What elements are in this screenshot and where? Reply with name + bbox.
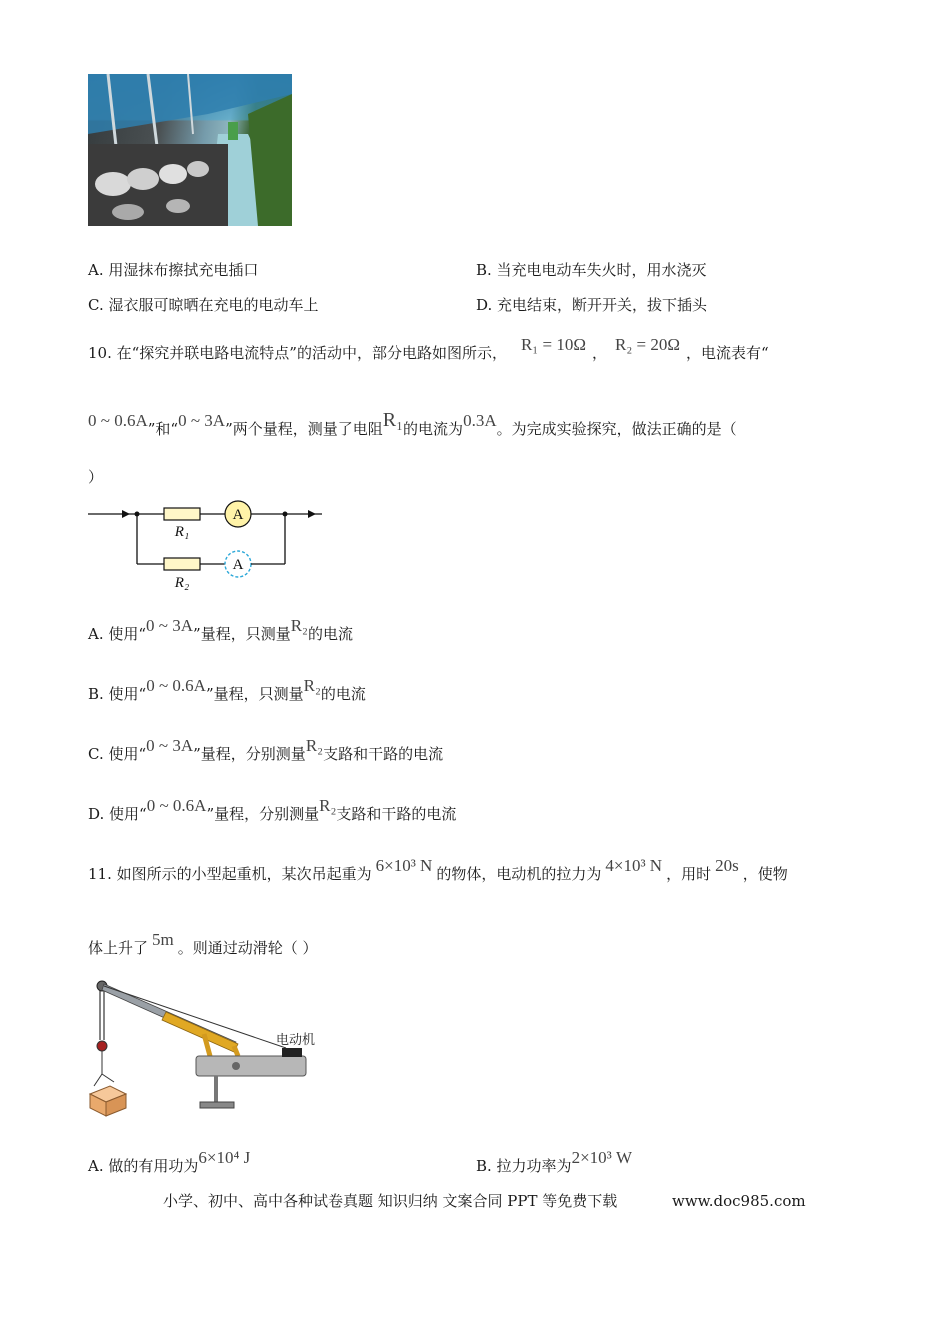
q10-parallel-circuit-diagram bbox=[86, 496, 326, 594]
q10-stem-line1 bbox=[88, 335, 769, 363]
motor-label: 电动机 bbox=[276, 1033, 316, 1048]
q10-stem-text: 。为完成实验探究，做法正确的是（ bbox=[496, 420, 737, 438]
current-arrow-out bbox=[308, 510, 316, 518]
q11-weight: 6×10³ N bbox=[375, 856, 433, 875]
q10-comma: ， bbox=[591, 344, 607, 362]
crane-boom-yellow bbox=[162, 1012, 238, 1052]
q9-option-b: B. 当充电电动车失火时，用水浇灭 bbox=[476, 261, 707, 279]
resistor-r1 bbox=[164, 508, 200, 520]
q11-option-b bbox=[476, 1148, 633, 1176]
q10-option-a bbox=[88, 616, 353, 644]
ammeter-branch-label: A bbox=[232, 557, 244, 573]
movable-pulley bbox=[97, 1041, 107, 1051]
q11-force: 4×10³ N bbox=[605, 856, 663, 875]
q10-stem-end: ） bbox=[88, 468, 104, 486]
q11-stem-line1 bbox=[88, 856, 788, 884]
q10-current-value: 0.3A bbox=[463, 411, 497, 430]
option-prefix: D. 使用“ bbox=[88, 805, 147, 823]
option-range: 0 ~ 0.6A bbox=[146, 676, 206, 695]
q11-option-a bbox=[88, 1148, 251, 1176]
q10-stem-text: ，电流表有“ bbox=[685, 344, 769, 362]
ebike-photo-illustration bbox=[88, 74, 292, 226]
q11-stem-text: 体上升了 bbox=[88, 939, 149, 957]
q10-stem-text: 10. 在“探究并联电路电流特点”的活动中，部分电路如图所示， bbox=[88, 344, 507, 362]
q9-option-d: D. 充电结束，断开开关，拔下插头 bbox=[476, 296, 708, 314]
q10-option-b bbox=[88, 676, 366, 704]
option-resistor: R₂ bbox=[319, 796, 337, 815]
option-mid: ”量程，只测量 bbox=[193, 625, 291, 643]
option-mid: ”量程，分别测量 bbox=[193, 745, 306, 763]
option-value: 2×10³ W bbox=[571, 1148, 633, 1167]
q11-stem-text: ，用时 bbox=[666, 865, 712, 883]
option-resistor: R₂ bbox=[290, 616, 308, 635]
r2-label: R₂ bbox=[174, 575, 190, 591]
q11-stem-line2 bbox=[88, 930, 318, 958]
option-suffix: 的电流 bbox=[320, 685, 366, 703]
q10-r2-equation: R₂ = 20Ω bbox=[614, 335, 680, 354]
q10-range-large: 0 ~ 3A bbox=[178, 411, 226, 430]
q11-crane-diagram bbox=[86, 978, 326, 1118]
option-resistor: R₂ bbox=[305, 736, 324, 755]
option-suffix: 支路和干路的电流 bbox=[336, 805, 457, 823]
option-suffix: 的电流 bbox=[307, 625, 353, 643]
q10-r1-symbol: R₁ bbox=[382, 409, 404, 431]
footer-url[interactable]: www.doc985.com bbox=[672, 1192, 806, 1210]
q11-stem-text: 的物体，电动机的拉力为 bbox=[436, 865, 602, 883]
q10-option-c bbox=[88, 736, 444, 764]
q11-stem-text: ，使物 bbox=[742, 865, 788, 883]
q9-option-a: A. 用湿抹布擦拭充电插口 bbox=[88, 261, 259, 279]
q11-stem-text: 。则通过动滑轮（ ） bbox=[177, 939, 318, 957]
ammeter-main-label: A bbox=[232, 507, 244, 523]
option-value: 6×10⁴ J bbox=[198, 1148, 251, 1167]
option-suffix: 支路和干路的电流 bbox=[323, 745, 444, 763]
option-prefix: C. 使用“ bbox=[88, 745, 147, 763]
q10-stem-line2 bbox=[88, 409, 737, 439]
option-prefix: B. 使用“ bbox=[88, 685, 147, 703]
q10-stem-text: 的电流为 bbox=[403, 420, 464, 438]
current-arrow-in bbox=[122, 510, 130, 518]
q10-stem-text: ”和“ bbox=[147, 420, 179, 438]
option-prefix: A. 使用“ bbox=[88, 625, 147, 643]
q9-option-c: C. 湿衣服可晾晒在充电的电动车上 bbox=[88, 296, 319, 314]
q10-range-small: 0 ~ 0.6A bbox=[88, 411, 148, 430]
option-text: B. 拉力功率为 bbox=[476, 1157, 572, 1175]
ebike-parking-photo bbox=[88, 74, 292, 226]
resistor-r2 bbox=[164, 558, 200, 570]
option-mid: ”量程，分别测量 bbox=[206, 805, 320, 823]
electric-motor bbox=[282, 1048, 302, 1057]
q10-stem-text: ”两个量程，测量了电阻 bbox=[225, 420, 383, 438]
q10-option-d bbox=[88, 796, 457, 824]
crane-base bbox=[196, 1056, 306, 1076]
option-range: 0 ~ 0.6A bbox=[146, 796, 207, 815]
q11-stem-text: 11. 如图所示的小型起重机，某次吊起重为 bbox=[88, 865, 372, 883]
q11-time: 20s bbox=[715, 856, 739, 875]
r1-label: R₁ bbox=[174, 524, 190, 540]
footer-text: 小学、初中、高中各种试卷真题 知识归纳 文案合同 PPT 等免费下载 bbox=[163, 1192, 618, 1210]
option-mid: ”量程，只测量 bbox=[205, 685, 304, 703]
option-resistor: R₂ bbox=[303, 676, 321, 695]
option-range: 0 ~ 3A bbox=[146, 736, 194, 755]
option-text: A. 做的有用功为 bbox=[88, 1157, 199, 1175]
q11-distance: 5m bbox=[152, 930, 174, 949]
option-range: 0 ~ 3A bbox=[146, 616, 194, 635]
q10-r1-equation: R₁ = 10Ω bbox=[520, 335, 586, 354]
